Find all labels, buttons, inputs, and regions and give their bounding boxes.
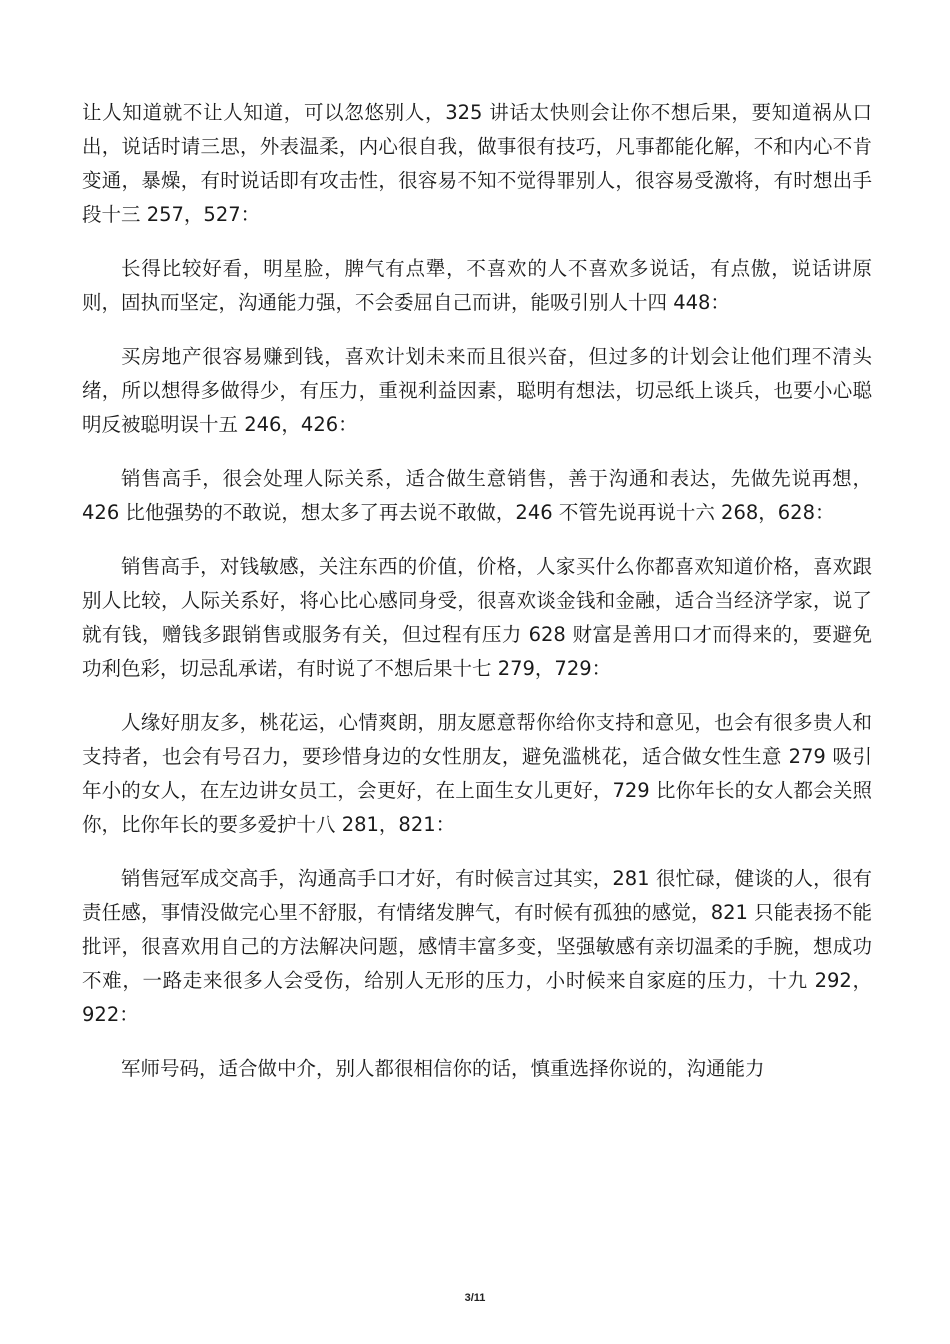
paragraph-3: 买房地产很容易赚到钱，喜欢计划未来而且很兴奋，但过多的计划会让他们理不清头绪，所以想得多做得少，有压力，重视利益因素，聪明有想法，切忌纸上谈兵，也要小心聪明反被聪明误十五 246，426： — [82, 345, 872, 436]
paragraph-1: 让人知道就不让人知道，可以忽悠别人，325 讲话太快则会让你不想后果，要知道祸从口出，说话时请三思，外表温柔，内心很自我，做事很有技巧，凡事都能化解，不和内心不肯变通，暴燥，有时说话即有攻击性，很容易不知不觉得罪别人，很容易受激将，有时想出手段十三 257，527： — [82, 101, 872, 226]
paragraph-6: 人缘好朋友多，桃花运，心情爽朗，朋友愿意帮你给你支持和意见，也会有很多贵人和支持者，也会有号召力，要珍惜身边的女性朋友，避免滥桃花，适合做女性生意 279 吸引年小的女人，在左边讲女员工，会更好，在上面生女儿更好，729 比你年长的女人都会关照你，比你年长的要多爱护十八 281，821： — [82, 711, 872, 836]
paragraph-2: 长得比较好看，明星脸，脾气有点犟，不喜欢的人不喜欢多说话，有点傲，说话讲原则，固执而坚定，沟通能力强，不会委屈自己而讲，能吸引别人十四 448： — [82, 257, 872, 314]
paragraph-7: 销售冠军成交高手，沟通高手口才好，有时候言过其实，281 很忙碌，健谈的人，很有责任感，事情没做完心里不舒服，有情绪发脾气，有时候有孤独的感觉，821 只能表扬不能批评，很喜欢用自己的方法解决问题，感情丰富多变，坚强敏感有亲切温柔的手腕，想成功不难，一路走来很多人会受伤，给别人无形的压力，小时候来自家庭的压力，十九 292，922： — [82, 867, 872, 1026]
paragraph-4: 销售高手，很会处理人际关系，适合做生意销售，善于沟通和表达，先做先说再想，426 比他强势的不敢说，想太多了再去说不敢做，246 不管先说再说十六 268，628： — [82, 467, 872, 524]
paragraph-8: 军师号码，适合做中介，别人都很相信你的话，慎重选择你说的，沟通能力 — [121, 1057, 765, 1080]
paragraph-5: 销售高手，对钱敏感，关注东西的价值，价格，人家买什么你都喜欢知道价格，喜欢跟别人比较，人际关系好，将心比心感同身受，很喜欢谈金钱和金融，适合当经济学家，说了就有钱，赠钱多跟销售或服务有关，但过程有压力 628 财富是善用口才而得来的，要避免功利色彩，切忌乱承诺，有时说了不想后果十七 279，729： — [82, 555, 872, 680]
document-body — [82, 96, 872, 1106]
page-number: 3/11 — [464, 1292, 486, 1304]
